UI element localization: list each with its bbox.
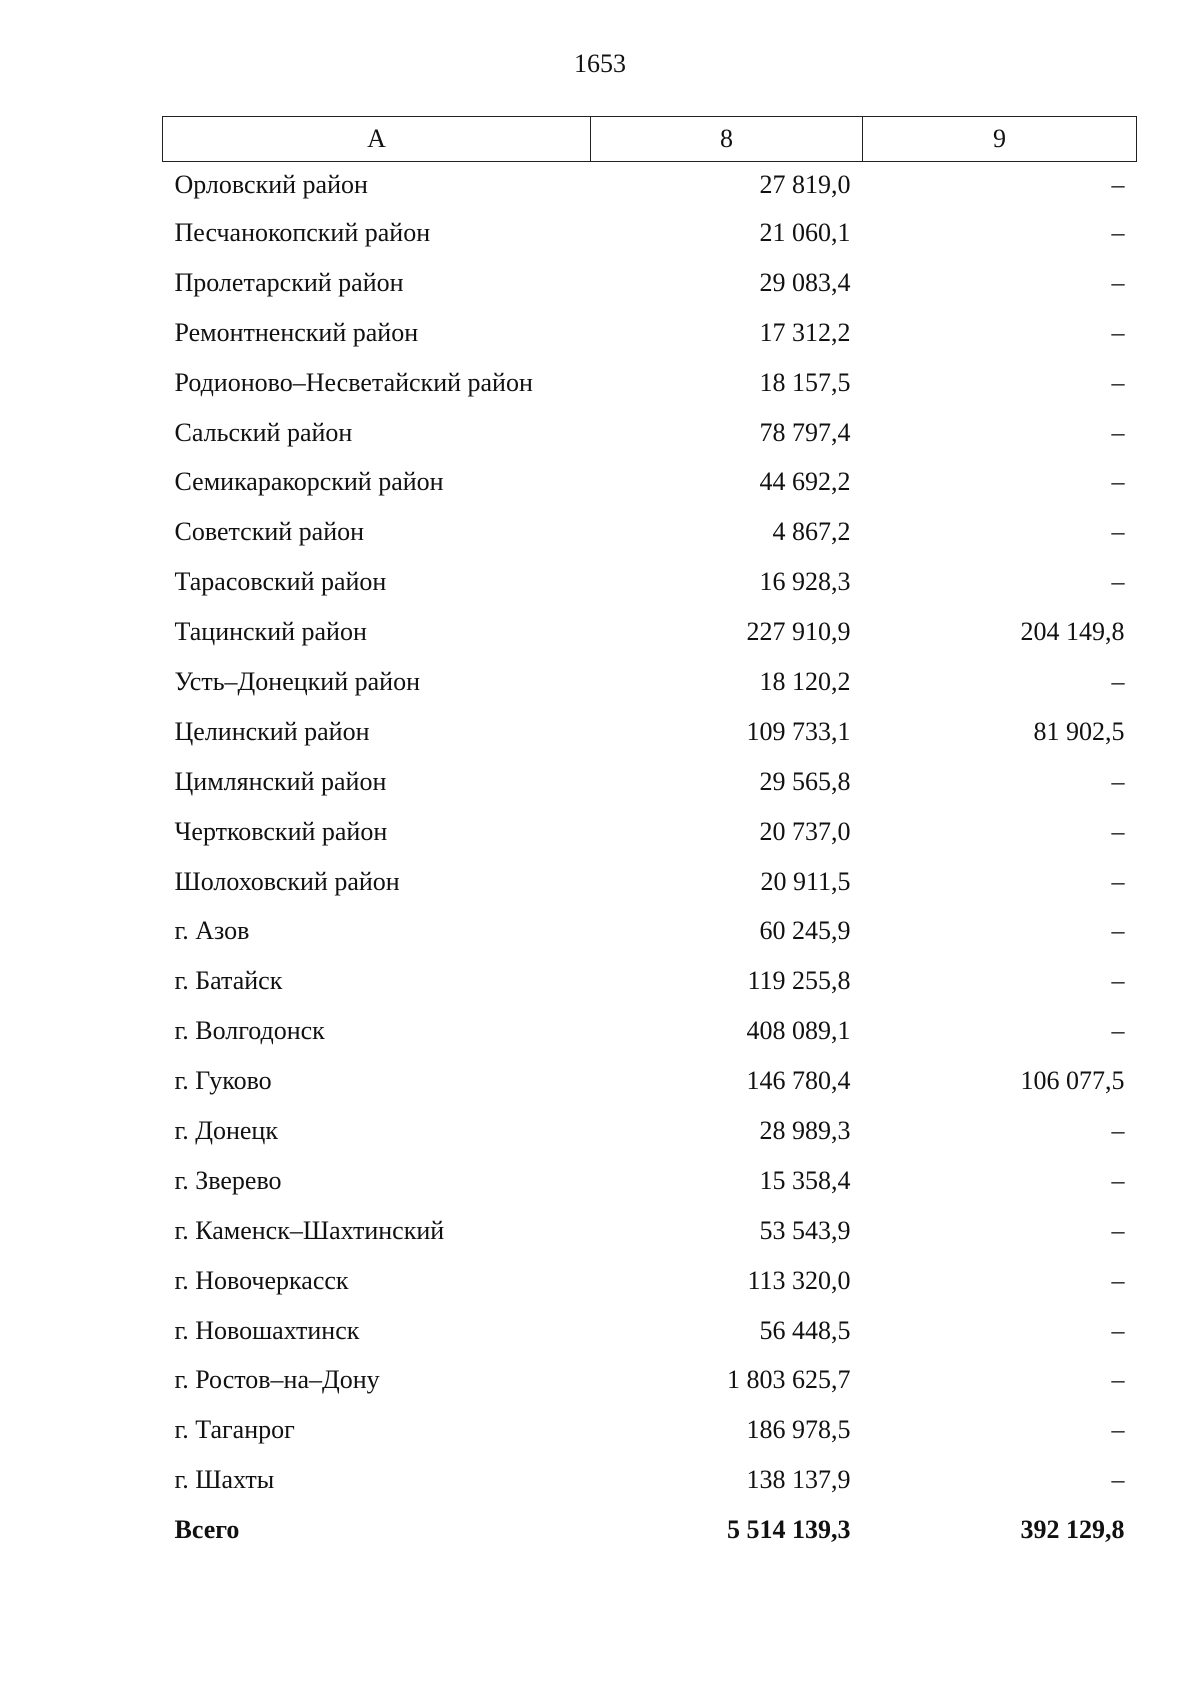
row-value-col9-cell: 204 149,8 [1020,617,1125,647]
row-value-col9-cell: 81 902,5 [1033,716,1125,746]
row-name-cell: г. Гуково [174,1066,272,1096]
table-row [163,1006,1137,1056]
table-row [163,457,1137,507]
table-row [163,906,1137,956]
table-row [163,657,1137,707]
row-value-col8-cell: 5 514 139,3 [727,1515,851,1545]
header-row [163,117,1137,162]
table-row [163,162,1137,209]
row-value-col9-cell: – [1111,467,1125,497]
row-name-cell: Тацинский район [174,617,367,647]
table-row [163,757,1137,807]
row-name-cell: г. Таганрог [174,1415,295,1445]
row-value-col8-cell: 15 358,4 [759,1165,851,1195]
row-value-col8-cell: 29 083,4 [759,267,851,297]
row-value-col9-cell: – [1111,766,1125,796]
row-value-col9-cell: – [1111,816,1125,846]
table-row [163,1056,1137,1106]
row-name-cell: г. Батайск [174,966,283,996]
row-value-col9-cell: – [1111,1215,1125,1245]
row-name-cell: г. Новошахтинск [174,1315,360,1345]
row-value-col8-cell: 227 910,9 [746,617,851,647]
table-row [163,607,1137,657]
row-value-col9-cell: – [1111,866,1125,896]
row-value-col8-cell: 16 928,3 [759,567,851,597]
row-value-col8-cell: 408 089,1 [746,1016,851,1046]
row-value-col8-cell: 29 565,8 [759,766,851,796]
row-value-col9-cell: – [1111,267,1125,297]
table-row [163,1455,1137,1505]
table-row [163,258,1137,308]
row-value-col8-cell: 53 543,9 [759,1215,851,1245]
table-row [163,408,1137,458]
row-value-col8-cell: 18 120,2 [759,666,851,696]
row-value-col8-cell: 21 060,1 [759,217,851,247]
row-name-cell: г. Каменск–Шахтинский [174,1215,445,1245]
row-value-col9-cell: – [1111,966,1125,996]
row-value-col8-cell: 78 797,4 [759,417,851,447]
row-name-cell: Песчанокопский район [174,217,431,247]
row-name-cell: г. Донецк [174,1115,278,1145]
row-value-col9-cell: – [1111,1365,1125,1395]
row-name-cell: Целинский район [174,716,370,746]
total-row [163,1505,1137,1555]
row-name-cell: г. Азов [174,916,250,946]
row-value-col9-cell: – [1111,1315,1125,1345]
row-value-col8-cell: 109 733,1 [746,716,851,746]
table-row [163,956,1137,1006]
row-value-col8-cell: 4 867,2 [772,517,851,547]
table-row [163,208,1137,258]
row-name-cell: Советский район [174,517,365,547]
row-value-col9-cell: – [1111,1165,1125,1195]
row-value-col8-cell: 119 255,8 [747,966,851,996]
table-row [163,557,1137,607]
row-value-col9-cell: – [1111,1415,1125,1445]
row-value-col9-cell: – [1111,1016,1125,1046]
row-value-col8-cell: 17 312,2 [759,317,851,347]
row-value-col9-cell: – [1111,916,1125,946]
row-value-col9-cell: – [1111,417,1125,447]
row-value-col9-cell: – [1111,1115,1125,1145]
row-value-col9-cell: – [1111,666,1125,696]
row-value-col9-cell: – [1111,567,1125,597]
row-name-cell: Ремонтненский район [174,317,419,347]
row-name-cell: Шолоховский район [174,866,400,896]
row-name-cell: Всего [174,1515,240,1545]
row-name-cell: г. Новочеркасск [174,1265,349,1295]
table-body [163,162,1137,1556]
data-table [162,116,1137,1555]
table-row [163,1306,1137,1356]
row-value-col8-cell: 44 692,2 [759,467,851,497]
page-number: 1653 [574,49,626,78]
row-value-col9-cell: 392 129,8 [1020,1515,1125,1545]
row-value-col8-cell: 113 320,0 [747,1265,851,1295]
table-row [163,857,1137,907]
table-row [163,707,1137,757]
table-header [163,117,1137,162]
table-row [163,807,1137,857]
row-value-col9-cell: 106 077,5 [1020,1066,1125,1096]
row-value-col9-cell: – [1111,1265,1125,1295]
table-row [163,1355,1137,1405]
row-value-col9-cell: – [1111,367,1125,397]
row-name-cell: г. Шахты [174,1465,275,1495]
row-value-col9-cell: – [1111,217,1125,247]
row-value-col9-cell: – [1111,317,1125,347]
table-row [163,358,1137,408]
row-name-cell: Пролетарский район [174,267,404,297]
table-row [163,1106,1137,1156]
table-row [163,1256,1137,1306]
row-name-cell: Тарасовский район [174,567,387,597]
row-value-col8-cell: 60 245,9 [759,916,851,946]
row-value-col8-cell: 186 978,5 [746,1415,851,1445]
row-name-cell: Родионово–Несветайский район [174,367,533,397]
row-value-col9-cell: – [1111,1465,1125,1495]
row-name-cell: Усть–Донецкий район [174,666,420,696]
row-value-col8-cell: 138 137,9 [746,1465,851,1495]
table-row [163,507,1137,557]
row-value-col9-cell: – [1111,170,1125,199]
row-value-col8-cell: 1 803 625,7 [727,1365,851,1395]
row-value-col8-cell: 28 989,3 [759,1115,851,1145]
row-value-col8-cell: 20 911,5 [760,866,851,896]
row-value-col8-cell: 56 448,5 [759,1315,851,1345]
row-value-col8-cell: 18 157,5 [759,367,851,397]
header-cell-a: А [163,117,591,162]
table-row [163,1206,1137,1256]
row-name-cell: г. Зверево [174,1165,282,1195]
row-name-cell: Цимлянский район [174,766,387,796]
row-name-cell: Семикаракорский район [174,467,444,497]
row-name-cell: Орловский район [174,170,368,199]
header-cell-8: 8 [591,117,863,162]
row-name-cell: г. Волгодонск [174,1016,325,1046]
row-name-cell: Сальский район [174,417,353,447]
header-cell-9: 9 [863,117,1137,162]
table-row [163,1405,1137,1455]
row-value-col8-cell: 146 780,4 [746,1066,851,1096]
row-value-col9-cell: – [1111,517,1125,547]
table-row [163,308,1137,358]
table-row [163,1156,1137,1206]
row-name-cell: Чертковский район [174,816,388,846]
row-value-col8-cell: 20 737,0 [759,816,851,846]
row-value-col8-cell: 27 819,0 [759,170,851,199]
row-name-cell: г. Ростов–на–Дону [174,1365,380,1395]
